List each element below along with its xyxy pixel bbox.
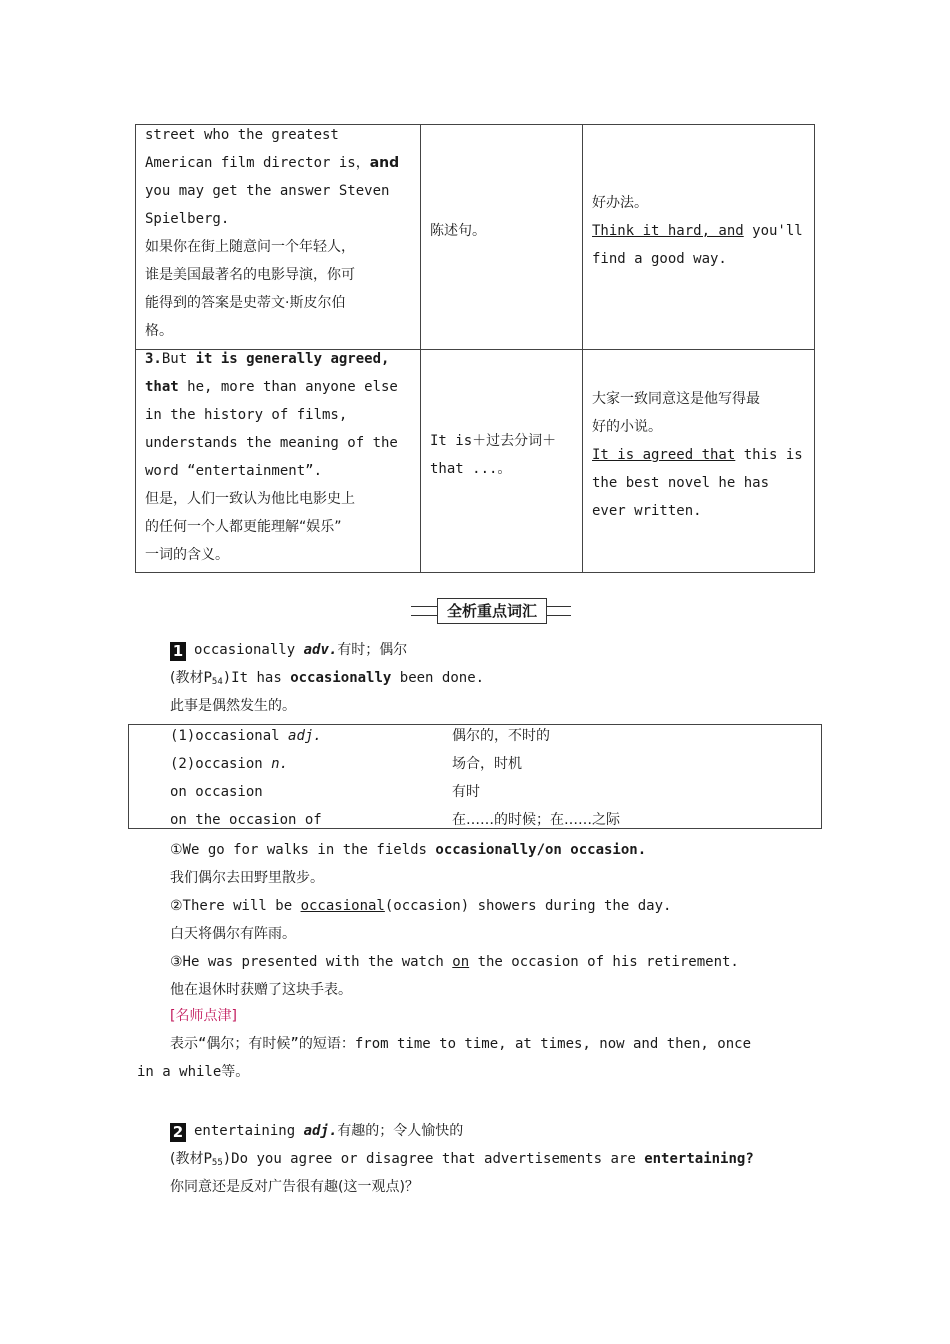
entry-number-badge: 1 bbox=[170, 642, 186, 661]
table-row-1-col-1 bbox=[145, 121, 415, 345]
teacher-tip-text: in a while等。 bbox=[137, 1064, 250, 1080]
section-title: 全析重点词汇 bbox=[437, 598, 547, 624]
headword: entertaining bbox=[194, 1123, 296, 1139]
part-of-speech: adj. bbox=[303, 1123, 338, 1139]
text-line: 谁是美国最著名的电影导演，你可 bbox=[145, 267, 355, 283]
text-line: 好的小说。 bbox=[592, 419, 662, 435]
meaning: 有趣的；令人愉快的 bbox=[337, 1123, 464, 1139]
table-row-2-col-1 bbox=[145, 345, 415, 569]
text-line: understands the meaning of the bbox=[145, 435, 398, 451]
text-span: the occasion of his retirement. bbox=[469, 954, 739, 970]
entry-number-badge: 2 bbox=[170, 1123, 186, 1142]
entry-1-translation: 此事是偶然发生的。 bbox=[170, 698, 296, 714]
text-span: But bbox=[161, 351, 196, 367]
text-span: you'll bbox=[743, 223, 803, 239]
text-line: Spielberg. bbox=[145, 211, 230, 227]
text-span: (教材P bbox=[170, 1151, 212, 1167]
text-line: that ...。 bbox=[430, 461, 512, 477]
bold-text: it is generally agreed, bbox=[195, 351, 390, 367]
text-span: he, more than anyone else bbox=[178, 379, 398, 395]
derivatives-box bbox=[128, 724, 822, 829]
headword: occasionally bbox=[194, 642, 296, 658]
page-subscript: 54 bbox=[211, 677, 223, 687]
bold-text: 3. bbox=[145, 351, 162, 367]
text-span: this is bbox=[735, 447, 803, 463]
meaning: 有时；偶尔 bbox=[337, 642, 408, 658]
underlined-answer: on bbox=[452, 954, 470, 970]
text-span: (occasion) showers during the day. bbox=[384, 898, 672, 914]
table-row-1-col-2 bbox=[430, 217, 486, 245]
derivative-meaning: 在……的时候；在……之际 bbox=[452, 812, 620, 828]
text-span: ②There will be bbox=[170, 898, 301, 914]
bold-text: and bbox=[369, 155, 400, 171]
part-of-speech: adv. bbox=[303, 642, 338, 658]
underlined-text: Think it hard, and bbox=[592, 223, 744, 239]
derivative-meaning: 场合，时机 bbox=[452, 756, 522, 772]
text-line: find a good way. bbox=[592, 251, 727, 267]
derivative-row bbox=[170, 722, 322, 750]
table-row-2-col-3 bbox=[592, 385, 803, 525]
derivative-meaning: 偶尔的，不时的 bbox=[452, 728, 550, 744]
header-decoration bbox=[543, 606, 571, 616]
part-of-speech: n. bbox=[271, 756, 289, 772]
text-line: street who the greatest bbox=[145, 127, 339, 143]
text-line: 陈述句。 bbox=[430, 223, 486, 239]
example-2-translation: 白天将偶尔有阵雨。 bbox=[170, 926, 296, 942]
page-subscript: 55 bbox=[211, 1158, 223, 1168]
text-line bbox=[145, 149, 415, 177]
bold-text: entertaining? bbox=[644, 1151, 754, 1167]
text-line bbox=[145, 373, 415, 401]
derivative-row: on occasion bbox=[170, 784, 263, 800]
text-line: 大家一致同意这是他写得最 bbox=[592, 391, 760, 407]
text-span: (2)occasion bbox=[170, 756, 272, 772]
text-line: 的任何一个人都更能理解“娱乐” bbox=[145, 519, 342, 535]
text-span: ③He was presented with the watch bbox=[170, 954, 453, 970]
text-line: 一词的含义。 bbox=[145, 547, 229, 563]
teacher-tip-label: [名师点津] bbox=[170, 1008, 237, 1024]
text-span: been done. bbox=[391, 670, 485, 686]
table-row-1-col-3 bbox=[592, 189, 803, 273]
text-span: (1)occasional bbox=[170, 728, 289, 744]
bold-text: occasionally bbox=[290, 670, 392, 686]
example-3-translation: 他在退休时获赠了这块手表。 bbox=[170, 982, 352, 998]
text-line: the best novel he has bbox=[592, 475, 770, 491]
text-span: )Do you agree or disagree that advertisements are bbox=[222, 1151, 645, 1167]
text-span: ①We go for walks in the fields bbox=[170, 842, 436, 858]
underlined-answer: occasional bbox=[300, 898, 385, 914]
vocab-table bbox=[135, 124, 815, 573]
text-line: It is＋过去分词＋ bbox=[430, 433, 557, 449]
header-decoration bbox=[411, 606, 439, 616]
text-line: 好办法。 bbox=[592, 195, 648, 211]
derivative-row bbox=[170, 750, 288, 778]
underlined-text: It is agreed that bbox=[592, 447, 736, 463]
bold-text: occasionally/on occasion. bbox=[435, 842, 647, 858]
bold-text: that bbox=[145, 379, 179, 395]
entry-2-translation: 你同意还是反对广告很有趣(这一观点)？ bbox=[170, 1179, 419, 1195]
text-line: 能得到的答案是史蒂文·斯皮尔伯 bbox=[145, 295, 346, 311]
text-line: word “entertainment”. bbox=[145, 463, 323, 479]
example-1-translation: 我们偶尔去田野里散步。 bbox=[170, 870, 324, 886]
text-line: ever written. bbox=[592, 503, 702, 519]
example-2 bbox=[170, 892, 671, 920]
part-of-speech: adj. bbox=[288, 728, 322, 744]
example-1 bbox=[170, 836, 646, 864]
example-3 bbox=[170, 948, 739, 976]
derivative-meaning: 有时 bbox=[452, 784, 480, 800]
table-row-2-col-2 bbox=[430, 427, 556, 483]
text-span: American film director is， bbox=[145, 155, 370, 171]
teacher-tip-text: 表示“偶尔；有时候”的短语：from time to time, at times, now and then, once bbox=[170, 1036, 752, 1052]
text-line: 格。 bbox=[145, 323, 173, 339]
text-span: (教材P bbox=[170, 670, 212, 686]
text-line bbox=[145, 345, 415, 373]
text-line: you may get the answer Steven bbox=[145, 183, 390, 199]
text-line: 但是，人们一致认为他比电影史上 bbox=[145, 491, 355, 507]
text-line: in the history of films, bbox=[145, 407, 348, 423]
entry-2-heading bbox=[170, 1117, 463, 1145]
section-header bbox=[411, 598, 571, 624]
text-line: 如果你在街上随意问一个年轻人， bbox=[145, 239, 355, 255]
text-line bbox=[592, 217, 803, 245]
entry-1-heading bbox=[170, 636, 407, 664]
text-line bbox=[592, 441, 803, 469]
derivative-row: on the occasion of bbox=[170, 812, 322, 828]
text-span: )It has bbox=[222, 670, 291, 686]
